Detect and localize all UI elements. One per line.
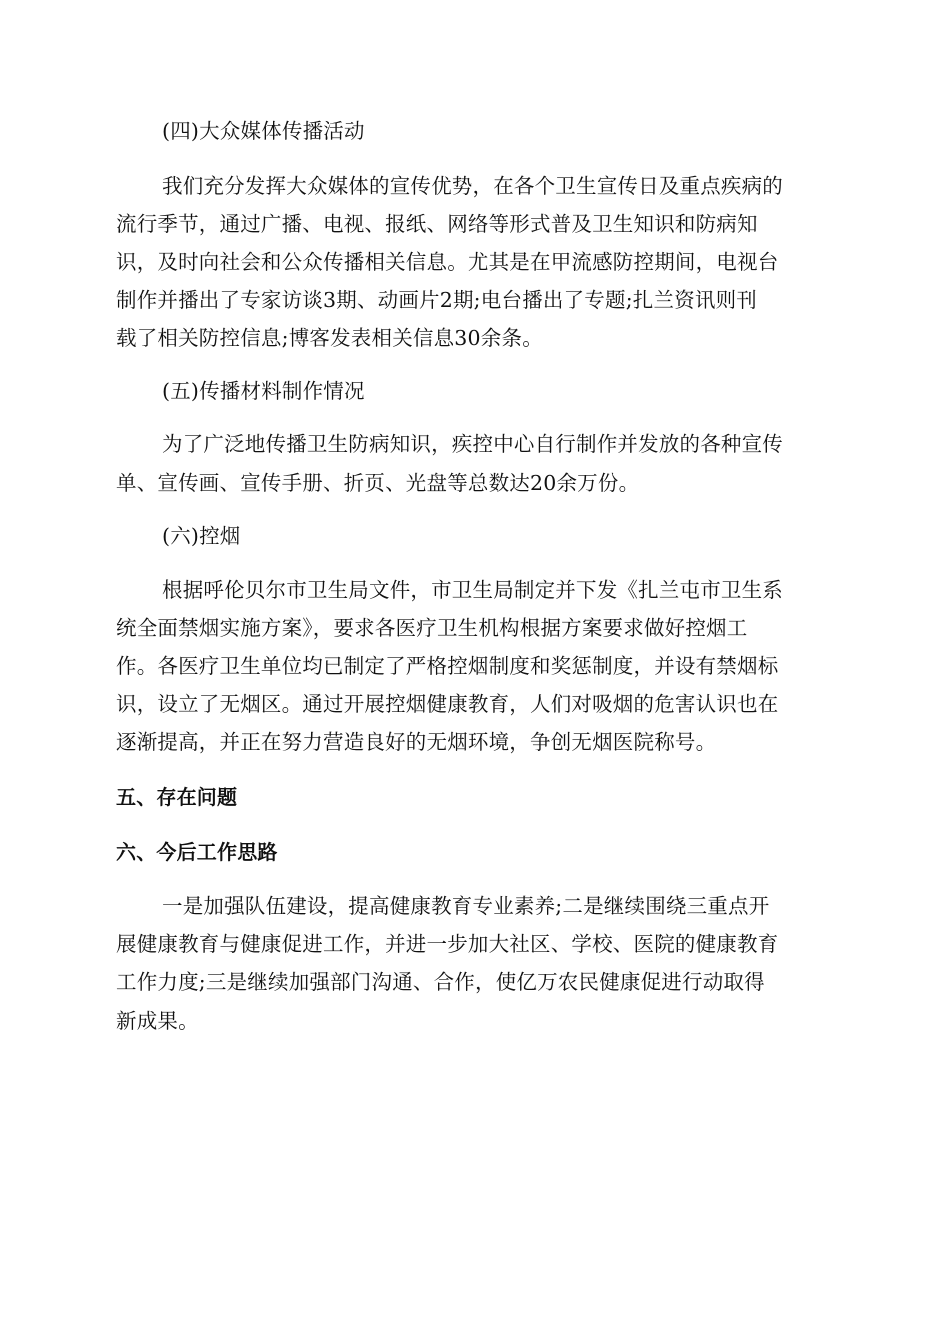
paragraph-line: 统全面禁烟实施方案》，要求各医疗卫生机构根据方案要求做好控烟工 (116, 616, 748, 640)
paragraph-line: 新成果。 (116, 1009, 199, 1033)
paragraph-line: 展健康教育与健康促进工作，并进一步加大社区、学校、医院的健康教育 (116, 932, 779, 956)
heading-future-work: 六、今后工作思路 (116, 840, 278, 864)
paragraph-line: 工作力度;三是继续加强部门沟通、合作，使亿万农民健康促进行动取得 (116, 970, 765, 994)
paragraph-line: 载了相关防控信息;博客发表相关信息30余条。 (116, 326, 543, 350)
paragraph-line: 制作并播出了专家访谈3期、动画片2期;电台播出了专题;扎兰资讯则刊 (116, 288, 757, 312)
paragraph-line: 为了广泛地传播卫生防病知识，疾控中心自行制作并发放的各种宣传 (162, 432, 783, 456)
subheading-mass-media: (四)大众媒体传播活动 (162, 119, 365, 143)
paragraph-line: 流行季节，通过广播、电视、报纸、网络等形式普及卫生知识和防病知 (116, 212, 758, 236)
subheading-tobacco-control: (六)控烟 (162, 524, 241, 548)
heading-existing-problems: 五、存在问题 (116, 785, 238, 809)
paragraph-line: 一是加强队伍建设，提高健康教育专业素养;二是继续围绕三重点开 (162, 894, 770, 918)
paragraph-line: 识，设立了无烟区。通过开展控烟健康教育，人们对吸烟的危害认识也在 (116, 692, 779, 716)
paragraph-line: 单、宣传画、宣传手册、折页、光盘等总数达20余万份。 (116, 471, 640, 495)
paragraph-line: 我们充分发挥大众媒体的宣传优势，在各个卫生宣传日及重点疾病的 (162, 174, 783, 198)
paragraph-line: 识，及时向社会和公众传播相关信息。尤其是在甲流感防控期间，电视台 (116, 250, 779, 274)
paragraph-line: 作。各医疗卫生单位均已制定了严格控烟制度和奖惩制度，并设有禁烟标 (116, 654, 779, 678)
subheading-materials: (五)传播材料制作情况 (162, 379, 365, 403)
paragraph-line: 逐渐提高，并正在努力营造良好的无烟环境，争创无烟医院称号。 (116, 730, 717, 754)
paragraph-line: 根据呼伦贝尔市卫生局文件，市卫生局制定并下发《扎兰屯市卫生系 (162, 578, 783, 602)
